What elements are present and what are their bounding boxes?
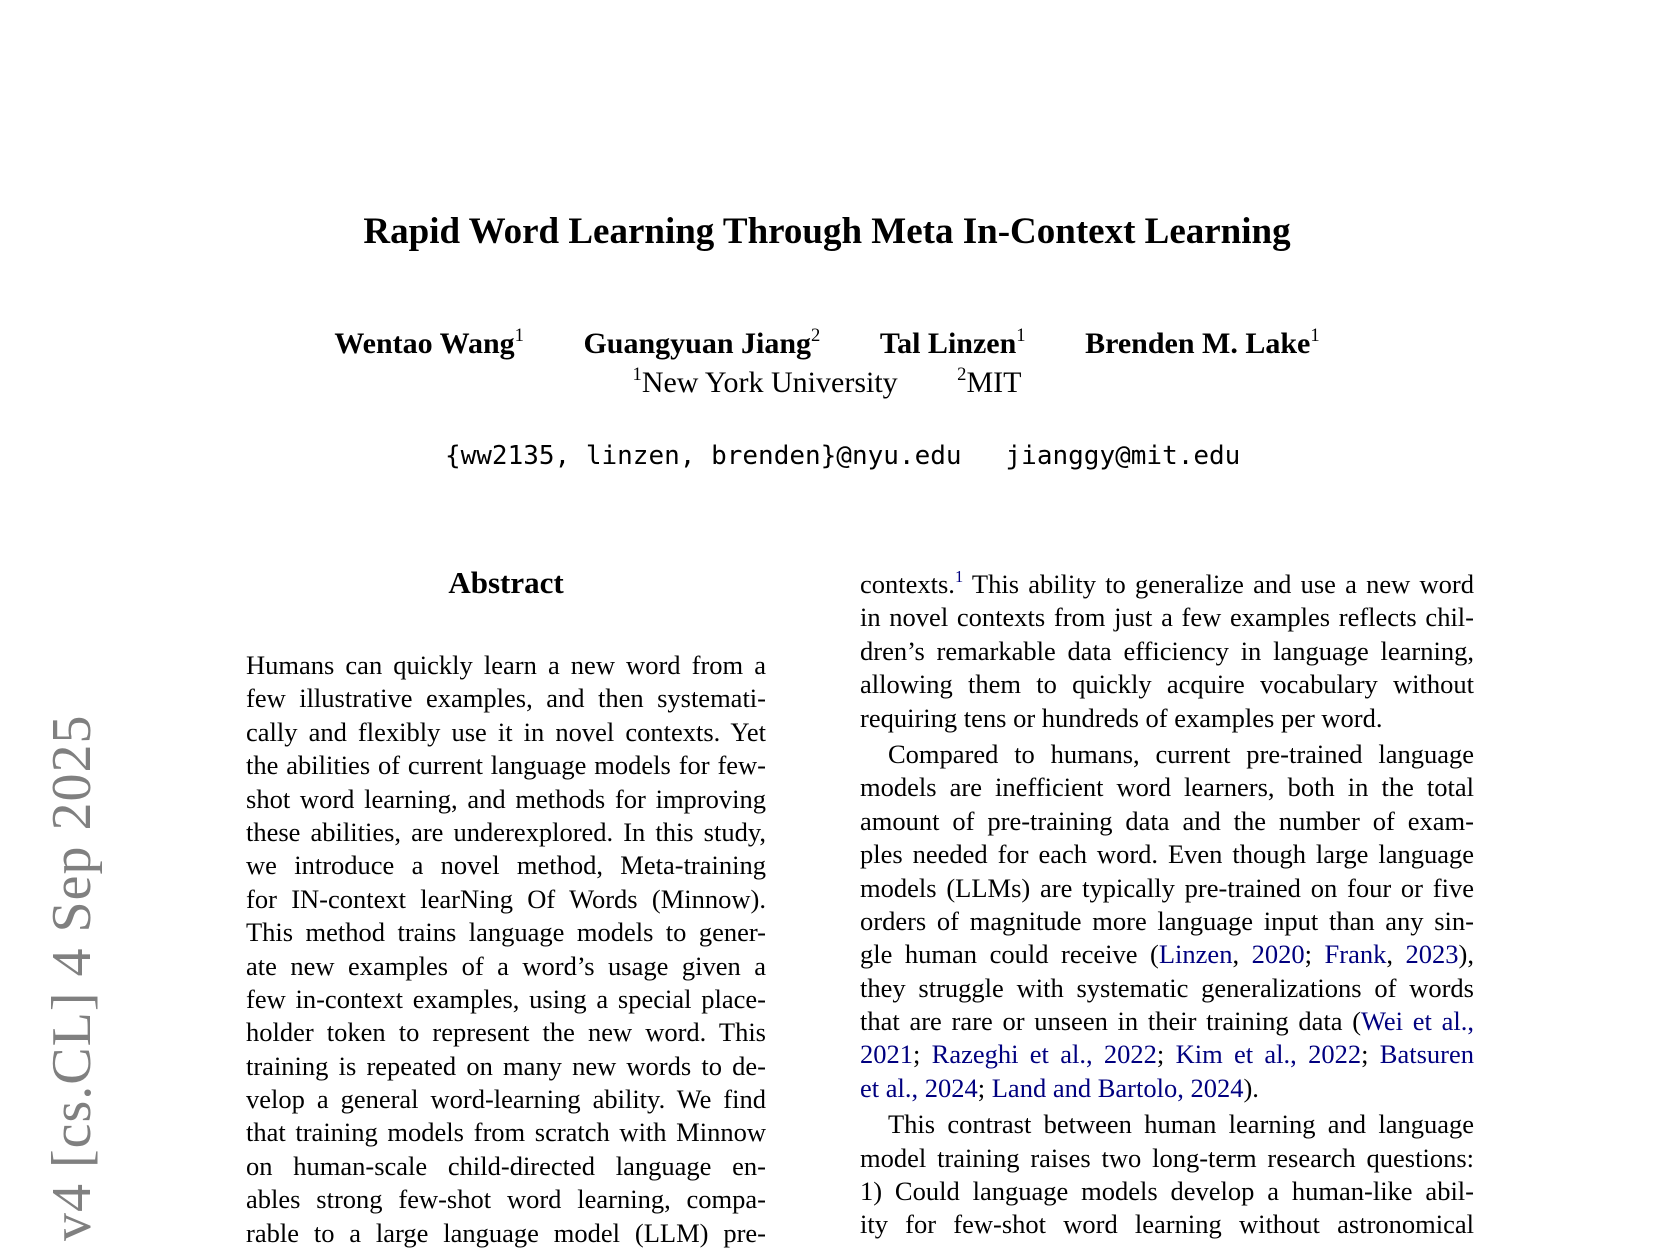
abstract-line: Humans can quickly learn a new word from a: [246, 650, 766, 680]
citation-link-wei-year[interactable]: 2021: [860, 1039, 913, 1070]
abstract-line: few illustrative examples, and then systemati-: [246, 683, 766, 714]
citation-link-frank[interactable]: Frank: [1324, 939, 1387, 970]
affiliation-mark: 1: [1016, 324, 1026, 346]
text: ;: [1304, 939, 1325, 970]
author-name: Tal Linzen: [879, 327, 1017, 360]
intro-line: Compared to humans, current pre-trained language: [888, 738, 1474, 769]
author: [583, 326, 820, 362]
paper-title: Rapid Word Learning Through Meta In-Context Learning: [363, 211, 1291, 252]
affiliation: [633, 365, 898, 401]
intro-line: This contrast between human learning and language: [888, 1109, 1474, 1140]
text: ;: [1156, 1039, 1176, 1070]
citation-link-razeghi[interactable]: Razeghi et al., 2022: [931, 1039, 1157, 1070]
abstract-line: This method trains language models to gener-: [246, 917, 766, 948]
text: gle human could receive (: [860, 939, 1159, 970]
arxiv-stamp: v4 [cs.CL] 4 Sep 2025: [41, 714, 103, 1241]
citation-link-land[interactable]: Land and Bartolo, 2024: [991, 1072, 1244, 1103]
text: ;: [913, 1039, 932, 1070]
author-name: Brenden M. Lake: [1085, 327, 1311, 360]
abstract-line: ables strong few-shot word learning, compa-: [246, 1184, 766, 1215]
text: ;: [977, 1072, 992, 1103]
abstract-line: velop a general word-learning ability. We find: [246, 1084, 766, 1115]
intro-line: model training raises two long-term research questions:: [860, 1142, 1474, 1173]
text: that are rare or unseen in their training data (: [860, 1006, 1362, 1037]
abstract-line: rable to a large language model (LLM) pre-: [246, 1217, 766, 1248]
abstract-line: shot word learning, and methods for improving: [246, 783, 766, 814]
footnote-link[interactable]: 1: [954, 567, 964, 587]
intro-line: requiring tens or hundreds of examples per word.: [860, 702, 1383, 733]
intro-line: models are inefficient word learners, both in the total: [860, 772, 1474, 803]
author-name: Guangyuan Jiang: [583, 327, 812, 360]
intro-line: in novel contexts from just a few examples reflects chil-: [860, 602, 1474, 633]
affiliations: [0, 365, 1654, 401]
abstract-line: on human-scale child-directed language en-: [246, 1150, 766, 1181]
text: ;: [1361, 1039, 1380, 1070]
affiliation-mark: 2: [957, 363, 967, 385]
intro-line: [860, 1005, 1474, 1038]
author: [1085, 326, 1320, 362]
intro-line: ity for few-shot word learning without astronomical: [860, 1209, 1474, 1240]
author-name: Wentao Wang: [334, 327, 515, 360]
affiliation-mark: 1: [514, 324, 524, 346]
citation-link-batsuren-year[interactable]: et al., 2024: [860, 1072, 978, 1103]
text: This ability to generalize and use a new word: [963, 569, 1474, 599]
text: ),: [1458, 939, 1474, 970]
abstract-line: we introduce a novel method, Meta-training: [246, 850, 766, 881]
intro-line: [860, 938, 1474, 971]
intro-line: models (LLMs) are typically pre-trained on four or five: [860, 872, 1474, 903]
intro-body: [860, 568, 1474, 1242]
intro-line: 1) Could language models develop a human-like abil-: [860, 1176, 1474, 1207]
email: jianggy@mit.edu: [1005, 441, 1241, 471]
abstract-line: that training models from scratch with Minnow: [246, 1117, 766, 1148]
abstract-line: ate new examples of a word’s usage given a: [246, 950, 766, 981]
abstract-line: few in-context examples, using a special place-: [246, 983, 766, 1014]
abstract-body: [246, 649, 766, 1250]
affiliation-name: New York University: [641, 366, 898, 399]
author: [880, 326, 1026, 362]
text: ).: [1243, 1072, 1259, 1103]
email: {ww2135, linzen, brenden}@nyu.edu: [444, 441, 962, 471]
abstract-line: the abilities of current language models for few-: [246, 750, 766, 781]
affiliation-mark: 1: [632, 363, 642, 385]
intro-line: [860, 1038, 1474, 1071]
citation-link-frank-year[interactable]: 2023: [1405, 939, 1459, 970]
abstract-heading: Abstract: [448, 565, 564, 600]
intro-line: dren’s remarkable data efficiency in language learning,: [860, 635, 1474, 666]
citation-link-wei[interactable]: Wei et al.,: [1361, 1006, 1474, 1037]
intro-line: amount of pre-training data and the number of exam-: [860, 805, 1474, 836]
text: ,: [1386, 939, 1406, 970]
abstract-line: these abilities, are underexplored. In this study,: [246, 816, 766, 847]
citation-link-kim[interactable]: Kim et al., 2022: [1175, 1039, 1362, 1070]
text: contexts.: [860, 569, 955, 599]
abstract-line: training is repeated on many new words to de-: [246, 1050, 766, 1081]
intro-line: orders of magnitude more language input than any sin-: [860, 905, 1474, 936]
intro-line: [860, 568, 1474, 601]
affiliation: [957, 365, 1021, 401]
affiliation-mark: 2: [811, 324, 821, 346]
author: [334, 326, 524, 362]
intro-line: allowing them to quickly acquire vocabulary without: [860, 669, 1474, 700]
intro-line: they struggle with systematic generalizations of words: [860, 972, 1474, 1003]
text: ,: [1232, 939, 1252, 970]
abstract-line: cally and flexibly use it in novel contexts. Yet: [246, 716, 766, 747]
intro-line: ples needed for each word. Even though large language: [860, 839, 1474, 870]
email-list: [0, 408, 1654, 472]
abstract-line: holder token to represent the new word. This: [246, 1017, 766, 1048]
affiliation-name: MIT: [966, 366, 1022, 399]
affiliation-mark: 1: [1310, 324, 1320, 346]
intro-line: [860, 1072, 1474, 1105]
citation-link-batsuren[interactable]: Batsuren: [1379, 1039, 1474, 1070]
citation-link-linzen[interactable]: Linzen: [1158, 939, 1233, 970]
citation-link-linzen-year[interactable]: 2020: [1251, 939, 1305, 970]
abstract-line: for IN-context learNing Of Words (Minnow).: [246, 883, 766, 914]
author-list: [0, 326, 1654, 362]
